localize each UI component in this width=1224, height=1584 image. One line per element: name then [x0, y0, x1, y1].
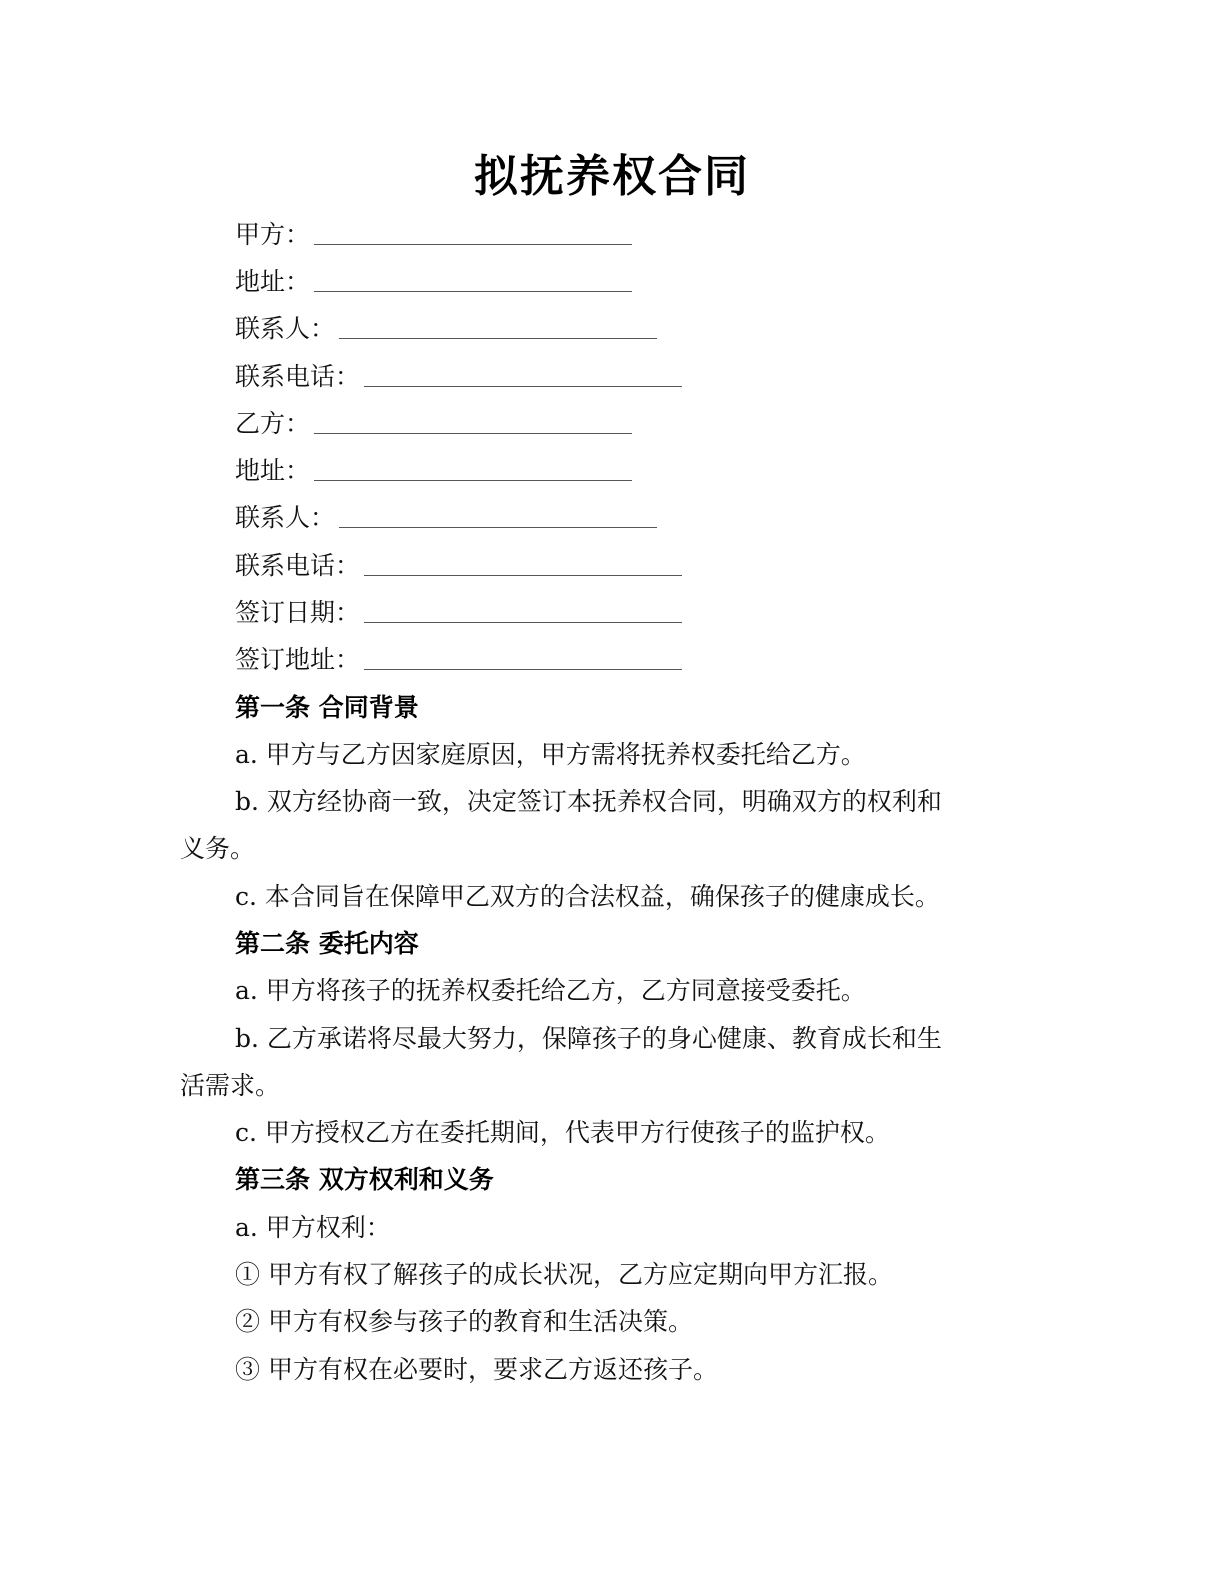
- party-b-contact-blank[interactable]: [339, 501, 657, 528]
- field-label: 乙方：: [235, 409, 311, 438]
- party-b-field: [235, 407, 632, 441]
- section-1-item-b: b. 双方经协商一致，决定签订本抚养权合同，明确双方的权利和: [235, 787, 942, 816]
- party-a-contact-field: [235, 312, 657, 346]
- field-label: 签订日期：: [235, 598, 361, 627]
- party-a-phone-blank[interactable]: [364, 360, 682, 387]
- document-title: 拟抚养权合同: [474, 151, 750, 202]
- field-label: 联系电话：: [235, 551, 361, 580]
- section-2-item-b-cont: 活需求。: [180, 1071, 281, 1100]
- signing-address-field: [235, 643, 682, 677]
- party-a-blank[interactable]: [314, 218, 632, 245]
- party-b-contact-field: [235, 501, 657, 535]
- party-b-blank[interactable]: [314, 407, 632, 434]
- field-label: 地址：: [235, 267, 311, 296]
- party-b-address-field: [235, 454, 632, 488]
- section-1-item-b-cont: 义务。: [180, 834, 256, 863]
- field-label: 联系人：: [235, 314, 336, 343]
- section-3-item-a: a. 甲方权利：: [235, 1213, 391, 1242]
- section-1-item-a: a. 甲方与乙方因家庭原因，甲方需将抚养权委托给乙方。: [235, 740, 866, 769]
- party-b-phone-field: [235, 549, 682, 583]
- party-b-phone-blank[interactable]: [364, 549, 682, 576]
- field-label: 甲方：: [235, 220, 311, 249]
- section-2-item-c: c. 甲方授权乙方在委托期间，代表甲方行使孩子的监护权。: [235, 1118, 890, 1147]
- field-label: 联系人：: [235, 503, 336, 532]
- section-1-heading: 第一条 合同背景: [235, 693, 419, 722]
- party-b-address-blank[interactable]: [314, 454, 632, 481]
- party-a-phone-field: [235, 360, 682, 394]
- signing-date-field: [235, 596, 682, 630]
- section-1-item-c: c. 本合同旨在保障甲乙双方的合法权益，确保孩子的健康成长。: [235, 882, 940, 911]
- section-3-right-3: ③ 甲方有权在必要时，要求乙方返还孩子。: [235, 1355, 718, 1384]
- signing-date-blank[interactable]: [364, 596, 682, 623]
- section-2-item-b: b. 乙方承诺将尽最大努力，保障孩子的身心健康、教育成长和生: [235, 1024, 942, 1053]
- field-label: 地址：: [235, 456, 311, 485]
- section-3-right-1: ① 甲方有权了解孩子的成长状况，乙方应定期向甲方汇报。: [235, 1260, 893, 1289]
- party-a-address-blank[interactable]: [314, 265, 632, 292]
- party-a-field: [235, 218, 632, 252]
- section-3-right-2: ② 甲方有权参与孩子的教育和生活决策。: [235, 1307, 693, 1336]
- field-label: 联系电话：: [235, 362, 361, 391]
- field-label: 签订地址：: [235, 645, 361, 674]
- section-3-heading: 第三条 双方权利和义务: [235, 1165, 494, 1194]
- section-2-item-a: a. 甲方将孩子的抚养权委托给乙方，乙方同意接受委托。: [235, 976, 866, 1005]
- signing-address-blank[interactable]: [364, 643, 682, 670]
- party-a-address-field: [235, 265, 632, 299]
- section-2-heading: 第二条 委托内容: [235, 929, 419, 958]
- party-a-contact-blank[interactable]: [339, 312, 657, 339]
